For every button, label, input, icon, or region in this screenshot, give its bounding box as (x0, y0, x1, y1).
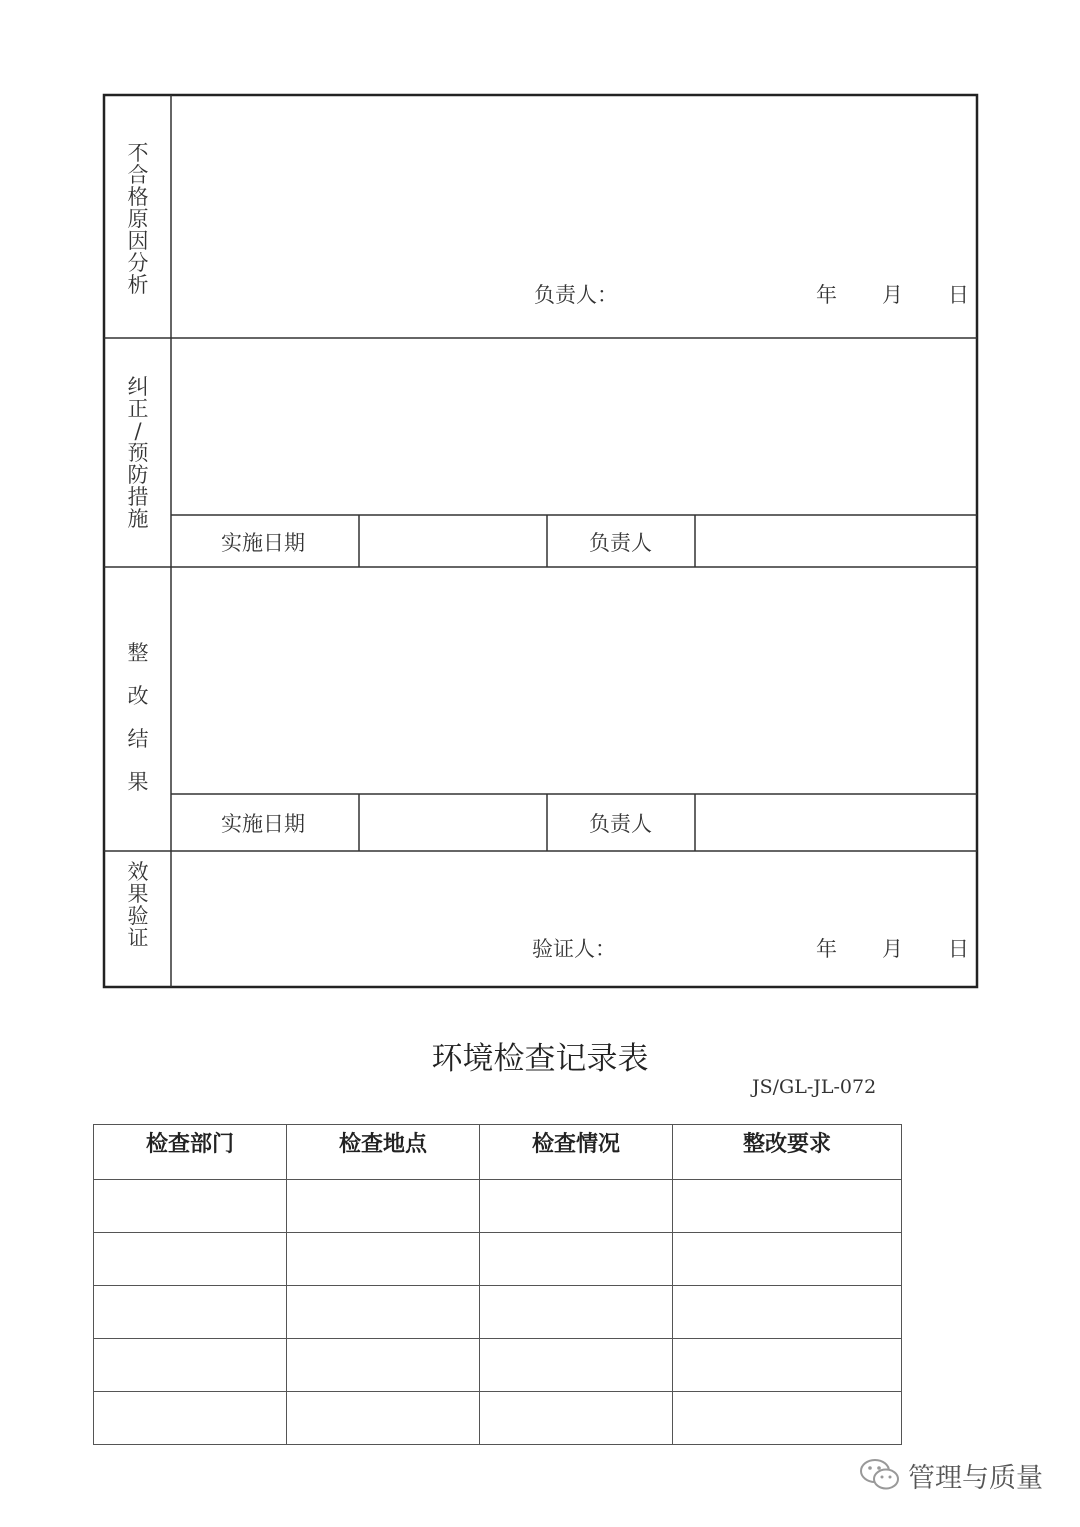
table-row (94, 1286, 902, 1339)
table-row (94, 1180, 902, 1233)
label-char: 格 (127, 185, 149, 209)
table-cell[interactable] (673, 1180, 902, 1233)
impl-date-label: 实施日期 (221, 812, 305, 836)
label-nonconformity-cause (106, 142, 170, 296)
table-cell[interactable] (480, 1233, 673, 1286)
table-cell[interactable] (287, 1233, 480, 1286)
table-cell[interactable] (94, 1180, 287, 1233)
year-label: 年 (816, 283, 837, 307)
impl-date-label: 实施日期 (221, 531, 305, 555)
form-code: JS/GL-JL-072 (752, 1076, 877, 1098)
year-label: 年 (816, 937, 837, 961)
label-char: 原 (127, 207, 149, 231)
label-char: 合 (127, 163, 149, 187)
month-label: 月 (882, 283, 903, 307)
table-row (94, 1392, 902, 1445)
label-char: 正 (127, 397, 149, 421)
table-cell[interactable] (673, 1233, 902, 1286)
table-cell[interactable] (94, 1392, 287, 1445)
table-row (94, 1233, 902, 1286)
table-cell[interactable] (673, 1339, 902, 1392)
day-label: 日 (948, 937, 969, 961)
label-char: 改 (127, 684, 149, 708)
label-char: 因 (127, 229, 149, 253)
table-cell[interactable] (287, 1339, 480, 1392)
table-cell[interactable] (673, 1392, 902, 1445)
header-dept: 检查部门 (94, 1125, 287, 1180)
table-cell[interactable] (480, 1392, 673, 1445)
label-char: 施 (127, 507, 149, 531)
label-rectification-result (106, 632, 170, 804)
header-status: 检查情况 (480, 1125, 673, 1180)
verifier-label: 验证人： (532, 937, 616, 961)
responsible-short-label: 负责人 (589, 531, 652, 555)
table-cell[interactable] (287, 1180, 480, 1233)
label-char: 分 (127, 251, 149, 275)
label-char: 预 (127, 441, 149, 465)
header-requirement: 整改要求 (673, 1125, 902, 1180)
watermark (858, 1455, 1043, 1495)
label-char: 措 (127, 485, 149, 509)
table-cell[interactable] (480, 1339, 673, 1392)
header-location: 检查地点 (287, 1125, 480, 1180)
inspection-table (93, 1124, 902, 1445)
label-char: 验 (127, 904, 149, 928)
label-char: 不 (127, 141, 149, 165)
table-cell[interactable] (480, 1180, 673, 1233)
table-cell[interactable] (287, 1286, 480, 1339)
responsible-short-label: 负责人 (589, 812, 652, 836)
table-cell[interactable] (673, 1286, 902, 1339)
month-label: 月 (882, 937, 903, 961)
table-cell[interactable] (287, 1392, 480, 1445)
label-char: 纠 (127, 375, 149, 399)
label-char: 析 (127, 273, 149, 297)
label-char: 果 (127, 770, 149, 794)
label-char: 整 (127, 641, 149, 665)
wechat-icon (858, 1455, 902, 1495)
label-char: 果 (127, 882, 149, 906)
label-char: 效 (127, 860, 149, 884)
table-row (94, 1339, 902, 1392)
table-header-row (94, 1125, 902, 1180)
table-cell[interactable] (94, 1233, 287, 1286)
label-corrective-action (106, 376, 170, 530)
label-char: 证 (127, 926, 149, 950)
form-title: 环境检查记录表 (431, 1041, 649, 1077)
table-cell[interactable] (94, 1339, 287, 1392)
watermark-text: 管理与质量 (908, 1462, 1043, 1494)
label-char: 防 (127, 463, 149, 487)
table-cell[interactable] (480, 1286, 673, 1339)
label-char: 结 (127, 727, 149, 751)
table-cell[interactable] (94, 1286, 287, 1339)
responsible-label: 负责人： (534, 283, 618, 307)
label-effect-verification (106, 861, 170, 949)
label-char: / (134, 419, 142, 443)
day-label: 日 (948, 283, 969, 307)
